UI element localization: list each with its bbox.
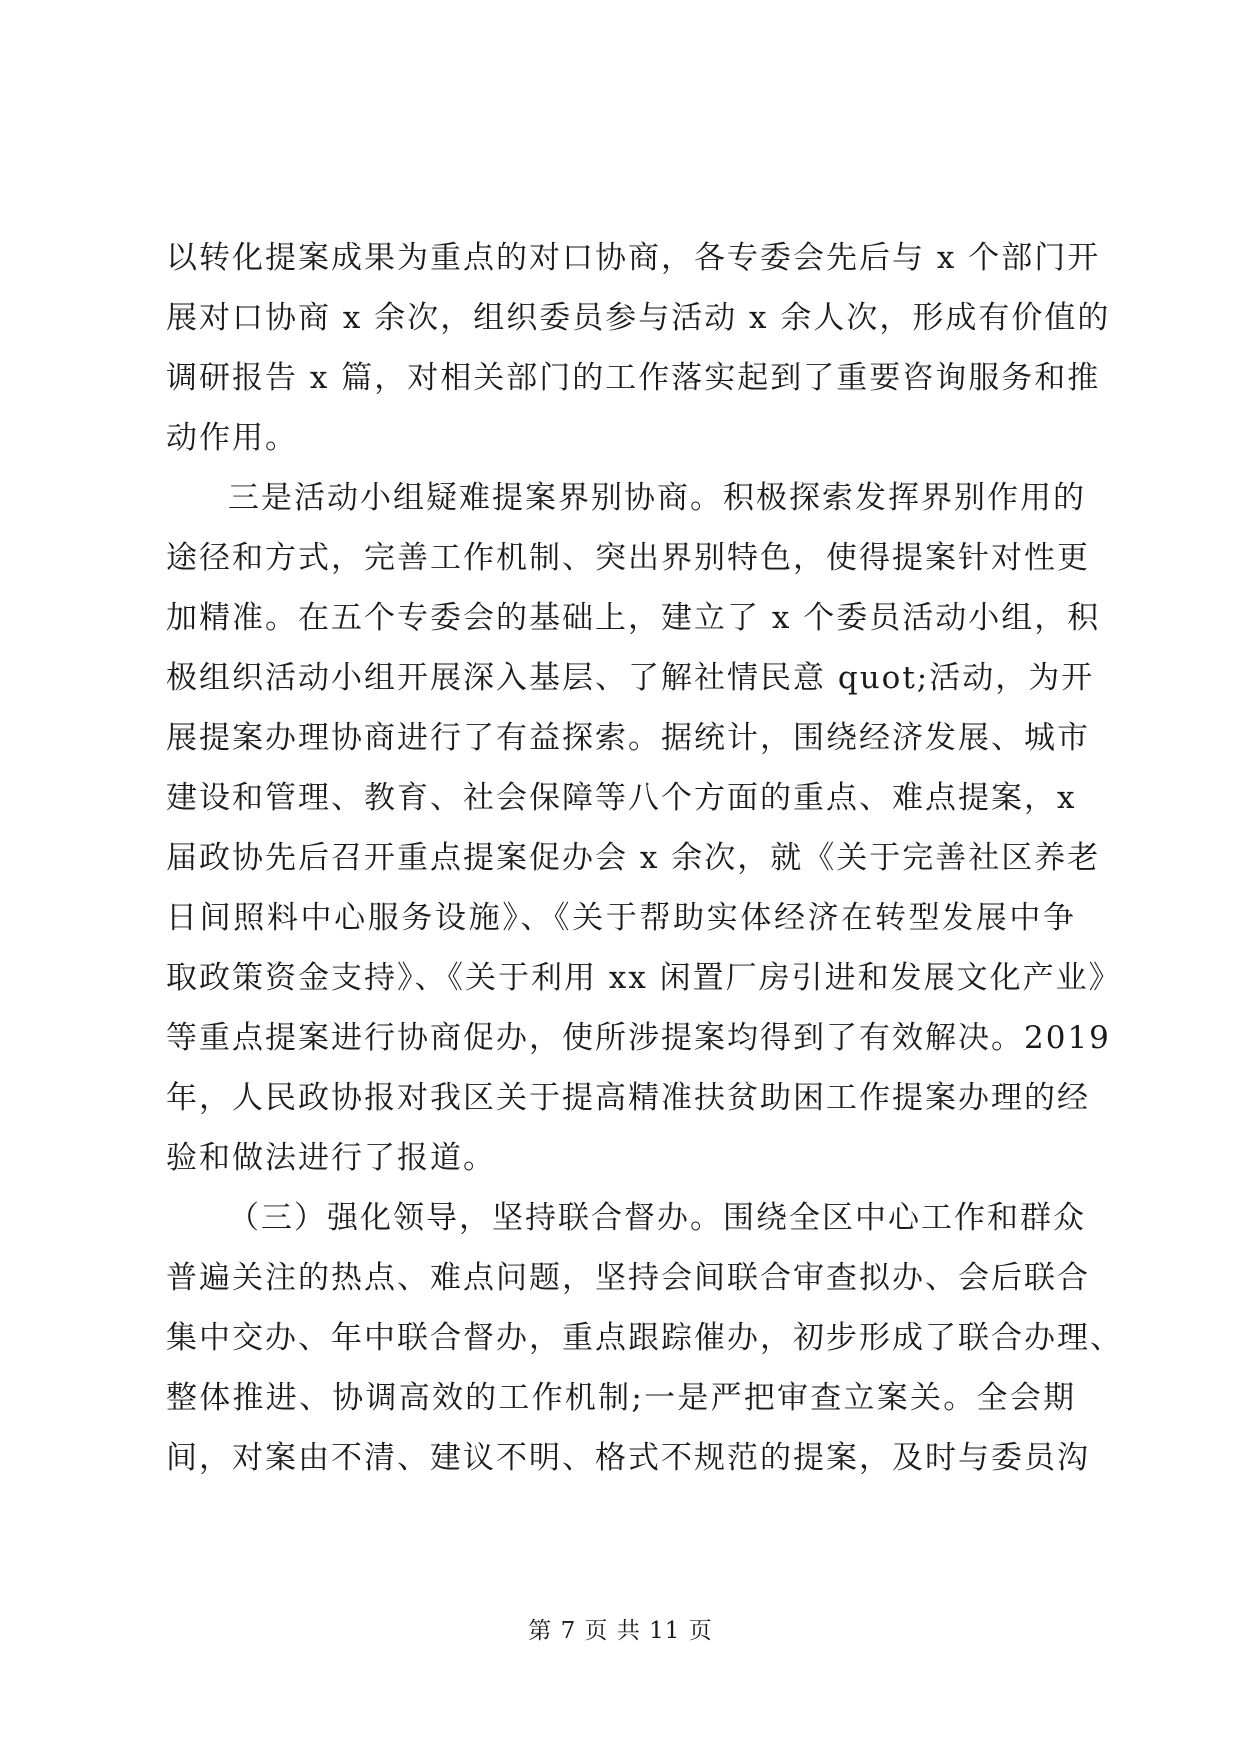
text-line: 集中交办、年中联合督办，重点跟踪催办，初步形成了联合办理、 (166, 1320, 1123, 1356)
paragraph (166, 1188, 1123, 1488)
text-line: 等重点提案进行协商促办，使所涉提案均得到了有效解决。2019 (166, 1020, 1111, 1056)
page-number: 第 7 页 共 11 页 (528, 1618, 713, 1644)
text-line: 极组织活动小组开展深入基层、了解社情民意 quot;活动，为开 (166, 660, 1095, 696)
page-footer (0, 1612, 1241, 1645)
text-line: 普遍关注的热点、难点问题，坚持会间联合审查拟办、会后联合 (166, 1260, 1090, 1296)
text-line: 动作用。 (166, 420, 298, 456)
text-line: 加精准。在五个专委会的基础上，建立了 x 个委员活动小组，积 (166, 600, 1101, 636)
text-line: 验和做法进行了报道。 (166, 1140, 496, 1176)
text-line: 建设和管理、教育、社会保障等八个方面的重点、难点提案，x (166, 780, 1077, 816)
text-line: 日间照料中心服务设施》、《关于帮助实体经济在转型发展中争 (166, 900, 1076, 936)
text-line: 三是活动小组疑难提案界别协商。积极探索发挥界别作用的 (228, 480, 1086, 516)
text-line: 调研报告 x 篇，对相关部门的工作落实起到了重要咨询服务和推 (166, 360, 1101, 396)
text-line: （三）强化领导，坚持联合督办。围绕全区中心工作和群众 (228, 1200, 1086, 1236)
text-line: 途径和方式，完善工作机制、突出界别特色，使得提案针对性更 (166, 540, 1090, 576)
text-line: 以转化提案成果为重点的对口协商，各专委会先后与 x 个部门开 (166, 240, 1101, 276)
text-line: 展提案办理协商进行了有益探索。据统计，围绕经济发展、城市 (166, 720, 1090, 756)
body-text (166, 228, 1123, 1488)
paragraph (166, 468, 1122, 1188)
text-line: 间，对案由不清、建议不明、格式不规范的提案，及时与委员沟 (166, 1440, 1090, 1476)
text-line: 年，人民政协报对我区关于提高精准扶贫助困工作提案办理的经 (166, 1080, 1090, 1116)
text-line: 取政策资金支持》、《关于利用 xx 闲置厂房引进和发展文化产业》 (166, 960, 1122, 996)
text-line: 届政协先后召开重点提案促办会 x 余次，就《关于完善社区养老 (166, 840, 1101, 876)
paragraph (166, 228, 1111, 468)
text-line: 展对口协商 x 余次，组织委员参与活动 x 余人次，形成有价值的 (166, 300, 1111, 336)
text-line: 整体推进、协调高效的工作机制;一是严把审查立案关。全会期 (166, 1380, 1076, 1416)
